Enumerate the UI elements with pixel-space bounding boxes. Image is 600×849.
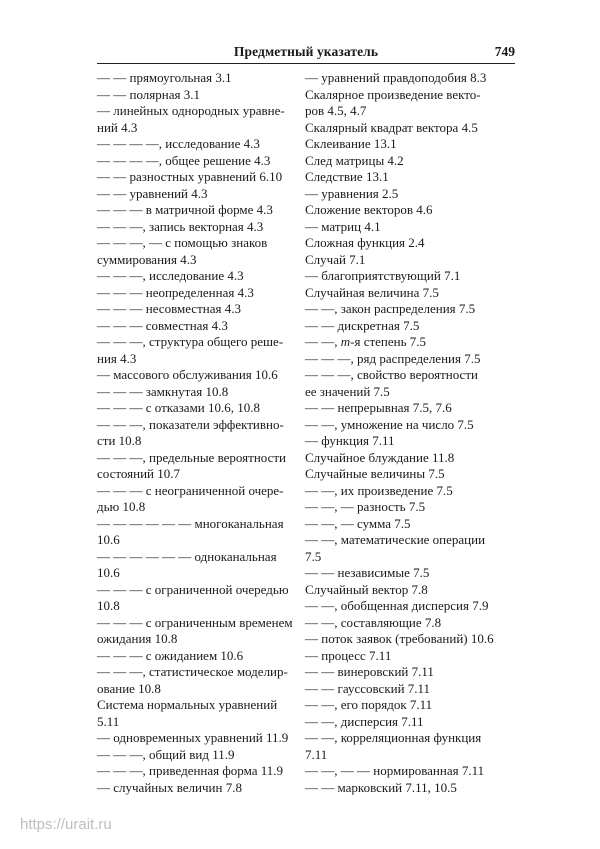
index-entry: — —, — — нормированная 7.11 [305, 763, 485, 778]
index-entry: — уравнения 2.5 [305, 185, 399, 201]
index-entry: — —, дисперсия 7.11 [305, 713, 424, 729]
index-entry: Сложная функция 2.4 [305, 235, 425, 250]
index-entry: ний 4.3 [97, 119, 138, 135]
index-entry: — — уравнений 4.3 [97, 185, 208, 201]
index-entry: — — —, — с помощью знаков [97, 235, 268, 250]
index-entry: — —, их произведение 7.5 [305, 482, 453, 498]
index-entry: состояний 10.7 [97, 466, 180, 481]
index-entry: — — — несовместная 4.3 [97, 301, 241, 316]
index-entry: — функция 7.11 [305, 433, 395, 448]
index-entry: — —, — разность 7.5 [305, 499, 426, 514]
section-title: Предметный указатель [233, 44, 379, 59]
index-entry: — — — с ограниченной очередью [97, 581, 289, 597]
index-column-right [305, 70, 517, 796]
watermark: https://urait.ru [20, 816, 112, 833]
index-entry: 5.11 [97, 713, 120, 729]
index-entry: — —, математические операции [305, 532, 486, 547]
header-rule [97, 63, 515, 64]
index-entry: Скалярный квадрат вектора 4.5 [305, 119, 478, 135]
index-entry: — — — с ограниченным временем [97, 614, 293, 630]
index-entry: — — — с ожиданием 10.6 [97, 647, 244, 663]
index-entry: — —, его порядок 7.11 [305, 697, 433, 712]
index-entry: — линейных однородных уравне- [97, 103, 285, 118]
index-entry: — —, умножение на число 7.5 [305, 416, 474, 432]
index-entry: — — —, предельные вероятности [97, 449, 287, 465]
index-entry: Случайное блуждание 11.8 [305, 449, 455, 465]
index-entry: 7.5 [305, 548, 322, 564]
index-entry: ование 10.8 [97, 680, 161, 696]
index-entry: Система нормальных уравнений [97, 697, 278, 712]
index-entry: — — —, структура общего реше- [97, 334, 284, 349]
index-entry: — — непрерывная 7.5, 7.6 [305, 400, 452, 415]
index-entry: — —, m-я степень 7.5 [305, 334, 427, 349]
index-entry: — — разностных уравнений 6.10 [97, 169, 283, 184]
index-entry: Случай 7.1 [305, 251, 366, 267]
index-entry: — — —, приведенная форма 11.9 [97, 763, 284, 778]
index-entry: ожидания 10.8 [97, 631, 178, 646]
index-entry: — — —, исследование 4.3 [97, 268, 244, 283]
index-entry: — поток заявок (требований) 10.6 [305, 631, 494, 646]
index-entry: 10.6 [97, 565, 120, 580]
index-entry: Склеивание 13.1 [305, 136, 397, 151]
index-entry: — — —, показатели эффективно- [97, 416, 284, 432]
index-entry: Следствие 13.1 [305, 169, 389, 184]
index-entry: 10.6 [97, 532, 120, 547]
index-entry: ее значений 7.5 [305, 383, 390, 399]
index-column-left [97, 70, 302, 796]
index-entry: дью 10.8 [97, 499, 146, 514]
index-entry: — случайных величин 7.8 [97, 779, 242, 795]
index-entry: — массового обслуживания 10.6 [97, 367, 278, 382]
index-entry: — одновременных уравнений 11.9 [97, 730, 289, 745]
index-entry: — — — совместная 4.3 [97, 317, 228, 333]
index-entry: Случайный вектор 7.8 [305, 581, 428, 597]
index-entry: — процесс 7.11 [305, 647, 392, 663]
index-entry: ния 4.3 [97, 350, 137, 366]
index-entry: — — — —, исследование 4.3 [97, 136, 260, 151]
index-entry: — — —, свойство вероятности [305, 367, 478, 382]
index-entry: — — независимые 7.5 [305, 565, 430, 580]
index-entry: — — —, общий вид 11.9 [97, 746, 235, 762]
index-entry: — — марковский 7.11, 10.5 [305, 779, 457, 795]
index-entry: — — — в матричной форме 4.3 [97, 202, 273, 217]
index-entry: ров 4.5, 4.7 [305, 103, 367, 118]
index-entry: Скалярное произведение векто- [305, 86, 481, 102]
index-entry: — — прямоугольная 3.1 [97, 70, 232, 85]
index-entry: — —, — сумма 7.5 [305, 515, 411, 531]
index-entry: — — — с отказами 10.6, 10.8 [97, 400, 261, 415]
index-entry: — —, корреляционная функция [305, 730, 482, 745]
index-entry: — — —, статистическое моделир- [97, 664, 288, 679]
index-entry: — уравнений правдоподобия 8.3 [305, 70, 487, 85]
index-entry: — — — с неограниченной очере- [97, 482, 284, 498]
index-entry: — — — замкнутая 10.8 [97, 383, 229, 399]
index-entry: — —, закон распределения 7.5 [305, 301, 476, 316]
index-entry: — — полярная 3.1 [97, 86, 200, 102]
page-number: 749 [494, 44, 515, 59]
index-entry: Случайная величина 7.5 [305, 284, 439, 300]
index-entry: — — — — — — многоканальная [97, 515, 284, 531]
index-entry: — матриц 4.1 [305, 218, 381, 234]
index-entry: — — винеровский 7.11 [305, 664, 434, 679]
index-entry: — — —, ряд распределения 7.5 [305, 350, 481, 366]
index-entry: — — —, запись векторная 4.3 [97, 218, 264, 234]
index-entry: 10.8 [97, 598, 120, 613]
index-entry: суммирования 4.3 [97, 251, 197, 267]
index-entry: — —, обобщенная дисперсия 7.9 [305, 598, 489, 613]
index-entry: — —, составляющие 7.8 [305, 614, 442, 630]
index-entry: 7.11 [305, 746, 328, 762]
index-entry: — благоприятствующий 7.1 [305, 268, 461, 283]
index-entry: — — дискретная 7.5 [305, 317, 420, 333]
index-entry: Случайные величины 7.5 [305, 466, 445, 481]
index-entry: сти 10.8 [97, 433, 142, 448]
index-entry: — — — — — — одноканальная [97, 548, 277, 564]
index-entry: — — — —, общее решение 4.3 [97, 152, 271, 168]
index-entry: — — — неопределенная 4.3 [97, 284, 254, 300]
running-header [97, 38, 515, 64]
index-entry: Сложение векторов 4.6 [305, 202, 433, 217]
index-entry: След матрицы 4.2 [305, 152, 404, 168]
index-entry: — — гауссовский 7.11 [305, 680, 431, 696]
